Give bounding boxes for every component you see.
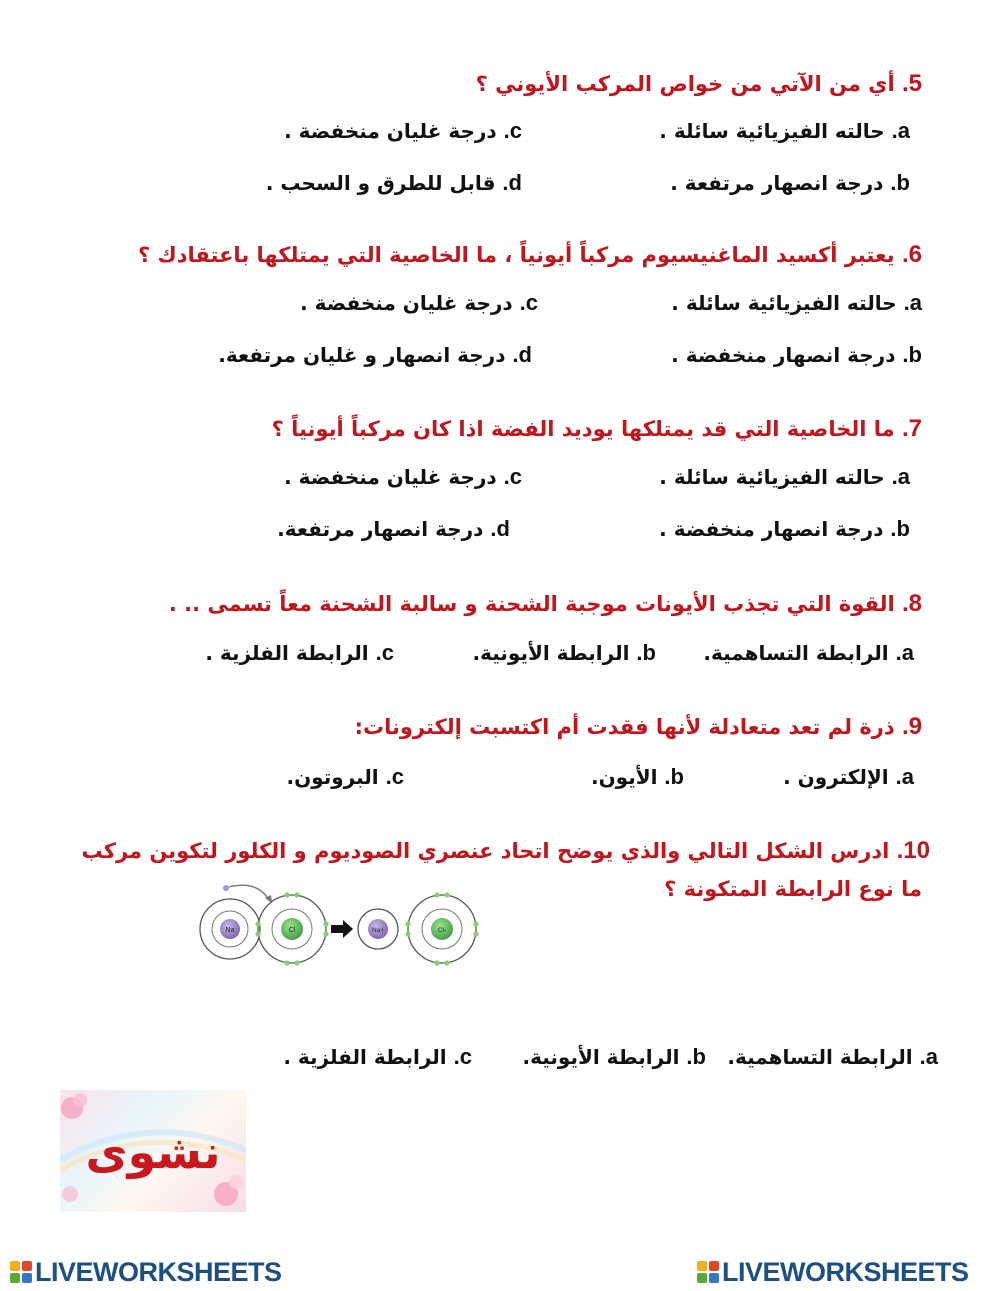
ionic-bond-diagram — [195, 878, 495, 980]
question-text: ما نوع الرابطة المتكونة ؟ — [664, 877, 922, 901]
stamp-decoration — [60, 1090, 246, 1212]
question-8 — [169, 590, 922, 618]
option-a[interactable]: a. الرابطة التساهمية. — [703, 640, 914, 665]
option-c[interactable]: c. درجة غليان منخفضة . — [284, 118, 522, 143]
question-text: ادرس الشكل التالي والذي يوضح اتحاد عنصري الصوديوم و الكلور لتكوين مركب — [81, 839, 890, 863]
question-number: 8. — [901, 590, 922, 617]
sodium-atom — [200, 885, 260, 959]
option-b[interactable]: b. درجة انصهار مرتفعة . — [670, 170, 910, 195]
sodium-ion-label: Na+ — [371, 927, 385, 934]
logo-text: LIVEWORKSHEETS — [722, 1256, 969, 1287]
question-5 — [476, 70, 922, 98]
question-10 — [82, 837, 931, 865]
chlorine-label: Cl — [288, 927, 296, 934]
question-text: ذرة لم تعد متعادلة لأنها فقدت أم اكتسبت إلكترونات: — [354, 715, 895, 739]
option-a[interactable]: a. حالته الفيزيائية سائلة . — [659, 118, 910, 143]
chloride-label: Cl- — [437, 927, 447, 934]
logo-grid-icon — [697, 1261, 719, 1283]
sodium-ion — [358, 909, 398, 949]
option-b[interactable]: b. الرابطة الأيونية. — [522, 1044, 706, 1069]
question-10-line-2 — [664, 877, 922, 901]
option-b[interactable]: b. درجة انصهار منخفضة . — [659, 516, 910, 541]
option-b[interactable]: b. الأيون. — [590, 764, 684, 789]
option-c[interactable]: c. درجة غليان منخفضة . — [300, 290, 538, 315]
liveworksheets-logo-right — [697, 1258, 969, 1286]
question-6 — [138, 241, 922, 269]
stamp-name-text: نشوى — [85, 1125, 221, 1179]
question-number: 5. — [901, 70, 922, 97]
option-c[interactable]: c. الرابطة الفلزية . — [205, 640, 394, 665]
option-a[interactable]: a. حالته الفيزيائية سائلة . — [659, 464, 910, 489]
question-7 — [272, 415, 922, 443]
question-9 — [355, 713, 922, 741]
name-stamp-image — [60, 1090, 246, 1212]
question-number: 9. — [901, 713, 922, 740]
option-d[interactable]: d. درجة انصهار مرتفعة. — [277, 516, 510, 541]
sodium-label: Na — [225, 927, 235, 934]
electron-transfer-arrow — [229, 885, 269, 900]
question-number: 6. — [901, 241, 922, 268]
question-number: 10. — [896, 837, 930, 864]
option-c[interactable]: c. الرابطة الفلزية . — [283, 1044, 472, 1069]
logo-grid-icon — [10, 1261, 32, 1283]
option-d[interactable]: d. درجة انصهار و غليان مرتفعة. — [218, 342, 532, 367]
option-c[interactable]: c. درجة غليان منخفضة . — [284, 464, 522, 489]
option-d[interactable]: d. قابل للطرق و السحب . — [265, 170, 522, 195]
chloride-ion — [405, 892, 478, 965]
question-number: 7. — [901, 415, 922, 442]
question-text: القوة التي تجذب الأيونات موجبة الشحنة و سالبة الشحنة معاً تسمى .. . — [168, 592, 895, 616]
question-text: ما الخاصية التي قد يمتلكها يوديد الفضة اذا كان مركباً أيونياً ؟ — [271, 417, 895, 441]
option-a[interactable]: a. حالته الفيزيائية سائلة . — [671, 290, 922, 315]
question-text: أي من الآتي من خواص المركب الأيوني ؟ — [475, 72, 895, 96]
sodium-valence-electron — [223, 885, 229, 891]
chlorine-atom — [255, 892, 328, 965]
option-a[interactable]: a. الإلكترون . — [783, 764, 914, 789]
logo-text: LIVEWORKSHEETS — [35, 1256, 282, 1287]
option-a[interactable]: a. الرابطة التساهمية. — [727, 1044, 938, 1069]
option-b[interactable]: b. الرابطة الأيونية. — [472, 640, 656, 665]
option-b[interactable]: b. درجة انصهار منخفضة . — [671, 342, 922, 367]
question-text: يعتبر أكسيد الماغنيسيوم مركباً أيونياً ، ما الخاصية التي يمتلكها باعتقادك ؟ — [138, 243, 895, 267]
liveworksheets-logo-left — [10, 1258, 282, 1286]
option-c[interactable]: c. البروتون. — [286, 764, 404, 789]
reaction-arrow — [331, 920, 353, 938]
